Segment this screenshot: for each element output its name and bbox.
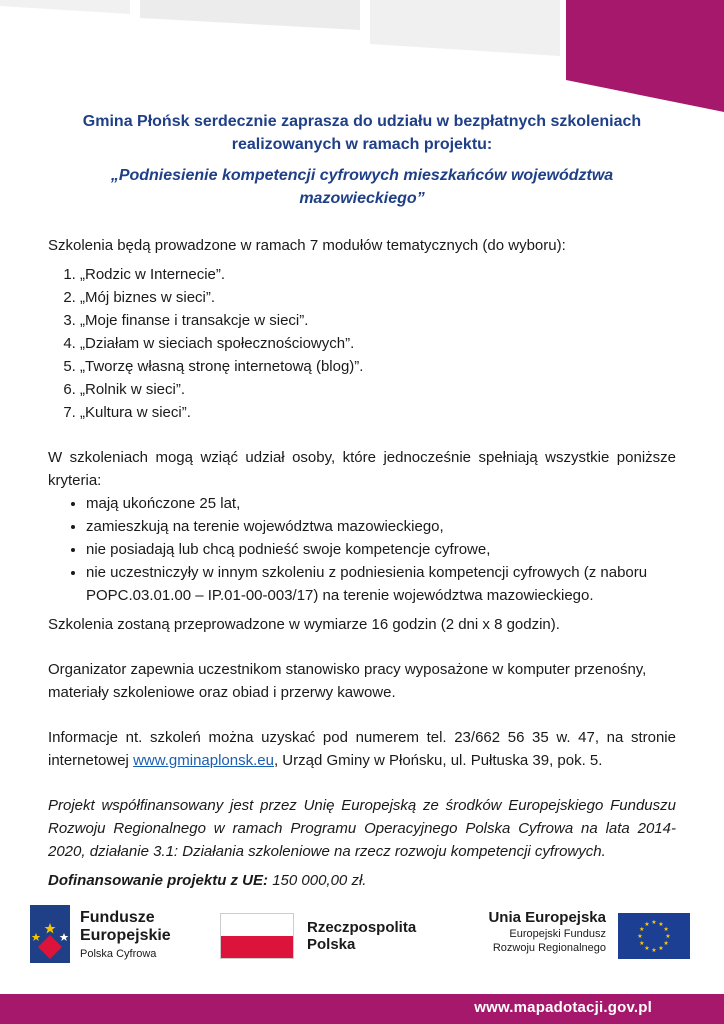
cofinance-note: Projekt współfinansowany jest przez Unię Europejską ze środków Europejskiego Funduszu Rozwoju Regionalnego w ramach Programu Operacyjnego Polska Cyfrowa na lata 2014-2020, działanie 3.1: Działania szkoleniowe na rzecz rozwoju kompetencji cyfrowych.	[48, 797, 676, 860]
rp-line1: Rzeczpospolita	[307, 919, 417, 936]
funding-label: Dofinansowanie projektu z UE:	[48, 872, 269, 889]
ue-line3: Rozwoju Regionalnego	[492, 942, 606, 954]
fe-line3: Polska Cyfrowa	[80, 948, 157, 960]
modules-intro: Szkolenia będą prowadzone w ramach 7 modułów tematycznych (do wyboru):	[48, 237, 566, 254]
eu-flag-icon	[618, 913, 690, 959]
list-item: 4. „Działam w sieciach społecznościowych”.	[80, 332, 676, 355]
organizer-text: Organizator zapewnia uczestnikom stanowisko pracy wyposażone w komputer przenośny, materiały szkoleniowe oraz obiad i przerwy kawowe.	[48, 661, 647, 701]
eu-star-icon: ★	[644, 920, 650, 928]
contact-info	[48, 726, 676, 772]
website-link[interactable]: www.gminaplonsk.eu	[133, 752, 274, 769]
eu-star-icon: ★	[663, 940, 669, 947]
eu-star-icon: ★	[639, 940, 645, 947]
list-item: 3. „Moje finanse i transakcje w sieci”.	[80, 309, 676, 332]
footer-url: www.mapadotacji.gov.pl	[474, 999, 652, 1016]
page-title: Gmina Płońsk serdecznie zaprasza do udziału w bezpłatnych szkoleniach realizowanych w ramach projektu:	[82, 113, 642, 153]
list-item: 6. „Rolnik w sieci”.	[80, 378, 676, 401]
list-item: 7. „Kultura w sieci”.	[80, 401, 676, 424]
eu-star-icon: ★	[658, 945, 664, 953]
list-item: 2. „Mój biznes w sieci”.	[80, 286, 676, 309]
list-item: • nie posiadają lub chcą podnieść swoje kompetencje cyfrowe,	[86, 538, 676, 561]
address-text: , Urząd Gminy w Płońsku, ul. Pułtuska 39, pok. 5.	[273, 752, 603, 769]
list-item: 1. „Rodzic w Internecie”.	[80, 263, 676, 286]
polish-flag-icon	[220, 913, 294, 959]
project-name: „Podniesienie kompetencji cyfrowych mieszkańców województwa mazowieckiego”	[110, 167, 614, 207]
eu-star-icon: ★	[658, 920, 664, 928]
eu-star-icon: ★	[644, 945, 650, 953]
funding-line	[48, 869, 676, 892]
fe-line1: Fundusze	[80, 909, 155, 926]
fundusze-europejskie-text	[80, 909, 171, 960]
main-content	[48, 234, 676, 892]
eu-star-icon: ★	[651, 919, 657, 926]
rp-line2: Polska	[307, 936, 356, 953]
ue-line1: Unia Europejska	[488, 909, 606, 926]
rzeczpospolita-text	[307, 919, 416, 953]
fundusze-europejskie-logo-icon	[30, 905, 70, 963]
eu-star-icon: ★	[637, 933, 643, 940]
modules-list	[48, 263, 676, 424]
header-decoration	[0, 0, 724, 120]
list-item: • mają ukończone 25 lat,	[86, 492, 676, 515]
fe-line2: Europejskie	[80, 927, 171, 944]
list-item: • nie uczestniczyły w innym szkoleniu z podniesienia kompetencji cyfrowych (z naboru POPC.03.01.00 – IP.01-00-003/17) na terenie województwa mazowieckiego.	[86, 561, 676, 607]
eu-star-icon: ★	[639, 926, 645, 933]
logos-bar	[0, 905, 724, 975]
eu-star-icon: ★	[663, 926, 669, 933]
eu-star-icon: ★	[665, 933, 671, 940]
unia-europejska-text	[488, 909, 606, 955]
list-item: • zamieszkują na terenie województwa mazowieckiego,	[86, 515, 676, 538]
funding-value: 150 000,00 zł.	[268, 872, 367, 889]
list-item: 5. „Tworzę własną stronę internetową (blog)”.	[80, 355, 676, 378]
eu-star-icon: ★	[651, 947, 657, 954]
footer-bar	[0, 994, 724, 1024]
header	[48, 110, 676, 210]
ue-line2: Europejski Fundusz	[509, 928, 606, 940]
contact-text: Informacje nt. szkoleń można uzyskać pod numerem tel. 23/662 56 35 w. 47, na stronie internetowej	[48, 729, 676, 769]
duration-text: Szkolenia zostaną przeprowadzone w wymiarze 16 godzin (2 dni x 8 godzin).	[48, 616, 560, 633]
criteria-intro: W szkoleniach mogą wziąć udział osoby, które jednocześnie spełniają wszystkie poniższe kryteria:	[48, 449, 676, 489]
criteria-list	[48, 492, 676, 607]
